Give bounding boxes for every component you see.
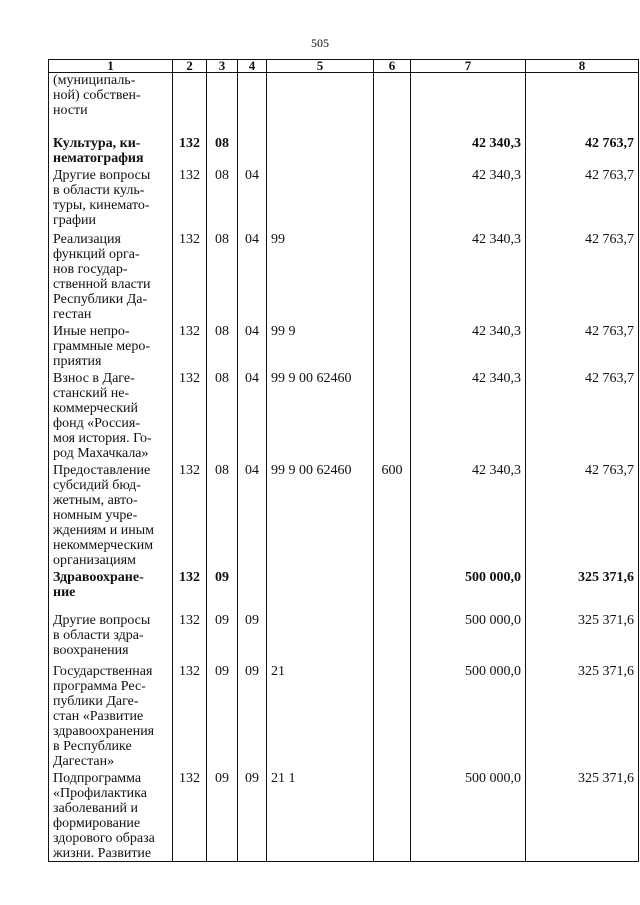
chapter-code: 132 <box>173 461 207 568</box>
amount-col7 <box>411 73 526 134</box>
section-code: 08 <box>207 230 238 322</box>
expense-type-code <box>374 230 411 322</box>
table-row <box>49 461 639 568</box>
section-code: 08 <box>207 322 238 369</box>
chapter-code <box>173 73 207 134</box>
row-name: Другие вопросы в области здра- воохранения <box>49 611 173 662</box>
amount-col8: 42 763,7 <box>526 166 639 230</box>
row-name: (муниципаль- ной) собствен- ности <box>49 73 173 134</box>
amount-col7: 42 340,3 <box>411 134 526 166</box>
amount-col7: 500 000,0 <box>411 568 526 611</box>
target-article-code <box>267 73 374 134</box>
expense-type-code: 600 <box>374 461 411 568</box>
table-row <box>49 73 639 134</box>
column-header-4: 4 <box>238 60 267 73</box>
subsection-code: 04 <box>238 461 267 568</box>
row-name: Предоставление субсидий бюд- жетным, авто- номным учре- ждениям и иным некоммерческим организациям <box>49 461 173 568</box>
section-code: 08 <box>207 166 238 230</box>
subsection-code: 09 <box>238 769 267 862</box>
chapter-code: 132 <box>173 230 207 322</box>
section-code: 09 <box>207 568 238 611</box>
subsection-code: 04 <box>238 322 267 369</box>
section-code: 09 <box>207 662 238 769</box>
row-name: Иные непро- граммные меро- приятия <box>49 322 173 369</box>
row-name: Подпрограмма «Профилактика заболеваний и формирование здорового образа жизни. Развитие <box>49 769 173 862</box>
amount-col8: 325 371,6 <box>526 769 639 862</box>
amount-col7: 42 340,3 <box>411 166 526 230</box>
row-name: Другие вопросы в области куль- туры, кинемато- графии <box>49 166 173 230</box>
target-article-code <box>267 611 374 662</box>
target-article-code: 99 9 <box>267 322 374 369</box>
expense-type-code <box>374 769 411 862</box>
chapter-code: 132 <box>173 568 207 611</box>
chapter-code: 132 <box>173 134 207 166</box>
column-header-6: 6 <box>374 60 411 73</box>
subsection-code: 04 <box>238 166 267 230</box>
amount-col7: 42 340,3 <box>411 230 526 322</box>
subsection-code: 04 <box>238 369 267 461</box>
amount-col8 <box>526 73 639 134</box>
target-article-code: 99 9 00 62460 <box>267 369 374 461</box>
target-article-code <box>267 134 374 166</box>
expense-type-code <box>374 568 411 611</box>
chapter-code: 132 <box>173 322 207 369</box>
amount-col8: 42 763,7 <box>526 230 639 322</box>
expense-type-code <box>374 134 411 166</box>
chapter-code: 132 <box>173 369 207 461</box>
table-row <box>49 230 639 322</box>
row-name: Культура, ки- нематография <box>49 134 173 166</box>
section-code: 08 <box>207 369 238 461</box>
subsection-code <box>238 73 267 134</box>
column-header-7: 7 <box>411 60 526 73</box>
column-header-3: 3 <box>207 60 238 73</box>
table-body <box>49 73 639 862</box>
table-row <box>49 769 639 862</box>
row-name: Здравоохране- ние <box>49 568 173 611</box>
row-name: Государственная программа Рес- публики Даге- стан «Развитие здравоохранения в Республике Дагестан» <box>49 662 173 769</box>
chapter-code: 132 <box>173 769 207 862</box>
column-header-1: 1 <box>49 60 173 73</box>
column-header-5: 5 <box>267 60 374 73</box>
subsection-code: 04 <box>238 230 267 322</box>
budget-table <box>48 59 639 862</box>
subsection-code: 09 <box>238 662 267 769</box>
table-row <box>49 611 639 662</box>
amount-col7: 500 000,0 <box>411 662 526 769</box>
row-name: Реализация функций орга- нов государ- ственной власти Республики Да- гестан <box>49 230 173 322</box>
row-name: Взнос в Даге- станский не- коммерческий фонд «Россия- моя история. Го- род Махачкала» <box>49 369 173 461</box>
amount-col8: 325 371,6 <box>526 662 639 769</box>
table-row <box>49 369 639 461</box>
section-code: 09 <box>207 611 238 662</box>
subsection-code: 09 <box>238 611 267 662</box>
target-article-code: 21 1 <box>267 769 374 862</box>
target-article-code <box>267 166 374 230</box>
table-row <box>49 134 639 166</box>
chapter-code: 132 <box>173 611 207 662</box>
subsection-code <box>238 568 267 611</box>
page-number: 505 <box>311 36 329 50</box>
subsection-code <box>238 134 267 166</box>
section-code: 08 <box>207 461 238 568</box>
expense-type-code <box>374 166 411 230</box>
target-article-code <box>267 568 374 611</box>
expense-type-code <box>374 611 411 662</box>
target-article-code: 99 9 00 62460 <box>267 461 374 568</box>
target-article-code: 99 <box>267 230 374 322</box>
amount-col7: 42 340,3 <box>411 461 526 568</box>
chapter-code: 132 <box>173 166 207 230</box>
expense-type-code <box>374 662 411 769</box>
table-row <box>49 568 639 611</box>
amount-col8: 42 763,7 <box>526 134 639 166</box>
column-header-2: 2 <box>173 60 207 73</box>
expense-type-code <box>374 369 411 461</box>
section-code <box>207 73 238 134</box>
amount-col7: 42 340,3 <box>411 322 526 369</box>
table-header-row <box>49 60 639 73</box>
expense-type-code <box>374 322 411 369</box>
amount-col8: 42 763,7 <box>526 322 639 369</box>
target-article-code: 21 <box>267 662 374 769</box>
column-header-8: 8 <box>526 60 639 73</box>
amount-col7: 500 000,0 <box>411 611 526 662</box>
expense-type-code <box>374 73 411 134</box>
amount-col8: 42 763,7 <box>526 369 639 461</box>
table-row <box>49 662 639 769</box>
section-code: 09 <box>207 769 238 862</box>
chapter-code: 132 <box>173 662 207 769</box>
amount-col7: 500 000,0 <box>411 769 526 862</box>
section-code: 08 <box>207 134 238 166</box>
amount-col8: 325 371,6 <box>526 568 639 611</box>
amount-col8: 325 371,6 <box>526 611 639 662</box>
amount-col7: 42 340,3 <box>411 369 526 461</box>
table-row <box>49 322 639 369</box>
table-row <box>49 166 639 230</box>
amount-col8: 42 763,7 <box>526 461 639 568</box>
